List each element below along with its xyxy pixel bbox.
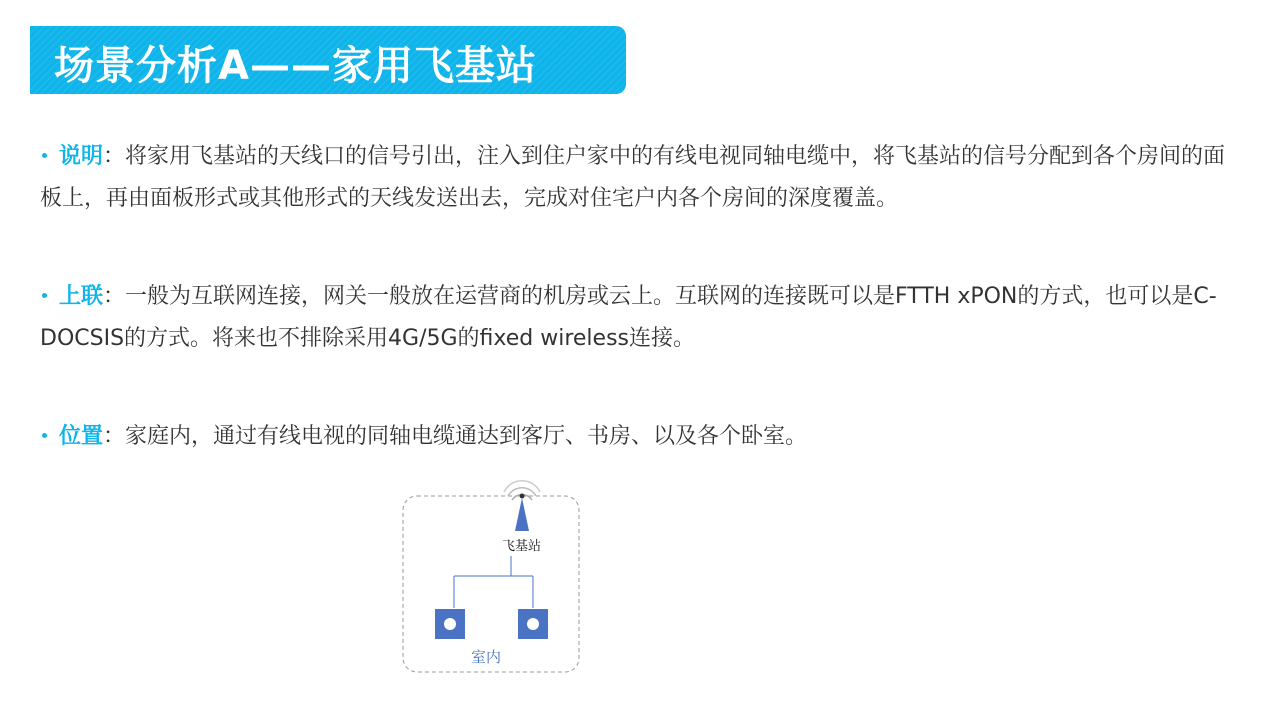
page-title: 场景分析A——家用飞基站 <box>54 43 537 89</box>
bullet-separator: ： <box>103 144 126 169</box>
bullet-dot <box>42 433 47 438</box>
femtocell-diagram <box>390 476 590 676</box>
bullet-separator: ： <box>103 284 126 309</box>
title-banner <box>30 26 626 94</box>
bullet-item-uplink <box>40 276 1240 360</box>
bullet-text: 家庭内，通过有线电视的同轴电缆通达到客厅、书房、以及各个卧室。 <box>125 424 808 449</box>
antenna-tower-icon <box>504 481 540 531</box>
bullet-separator: ： <box>103 424 126 449</box>
bullet-item-description <box>40 136 1240 220</box>
indoor-label: 室内 <box>471 648 502 666</box>
bullet-text: 一般为互联网连接，网关一般放在运营商的机房或云上。互联网的连接既可以是FTTH xPON的方式，也可以是C-DOCSIS的方式。将来也不排除采用4G/5G的fixed wireless连接。 <box>40 284 1217 351</box>
femtocell-label: 飞基站 <box>502 539 542 554</box>
bullet-dot <box>42 153 47 158</box>
bullet-key: 位置 <box>59 424 104 449</box>
bullet-dot <box>42 293 47 298</box>
bullet-key: 上联 <box>59 284 104 309</box>
bullet-key: 说明 <box>59 144 104 169</box>
bullet-text: 将家用飞基站的天线口的信号引出，注入到住户家中的有线电视同轴电缆中，将飞基站的信号分配到各个房间的面板上，再由面板形式或其他形式的天线发送出去，完成对住宅户内各个房间的深度覆盖。 <box>40 144 1226 211</box>
bullet-item-location <box>40 416 1240 458</box>
wall-panel-icon <box>518 609 548 639</box>
wall-panel-icon <box>435 609 465 639</box>
